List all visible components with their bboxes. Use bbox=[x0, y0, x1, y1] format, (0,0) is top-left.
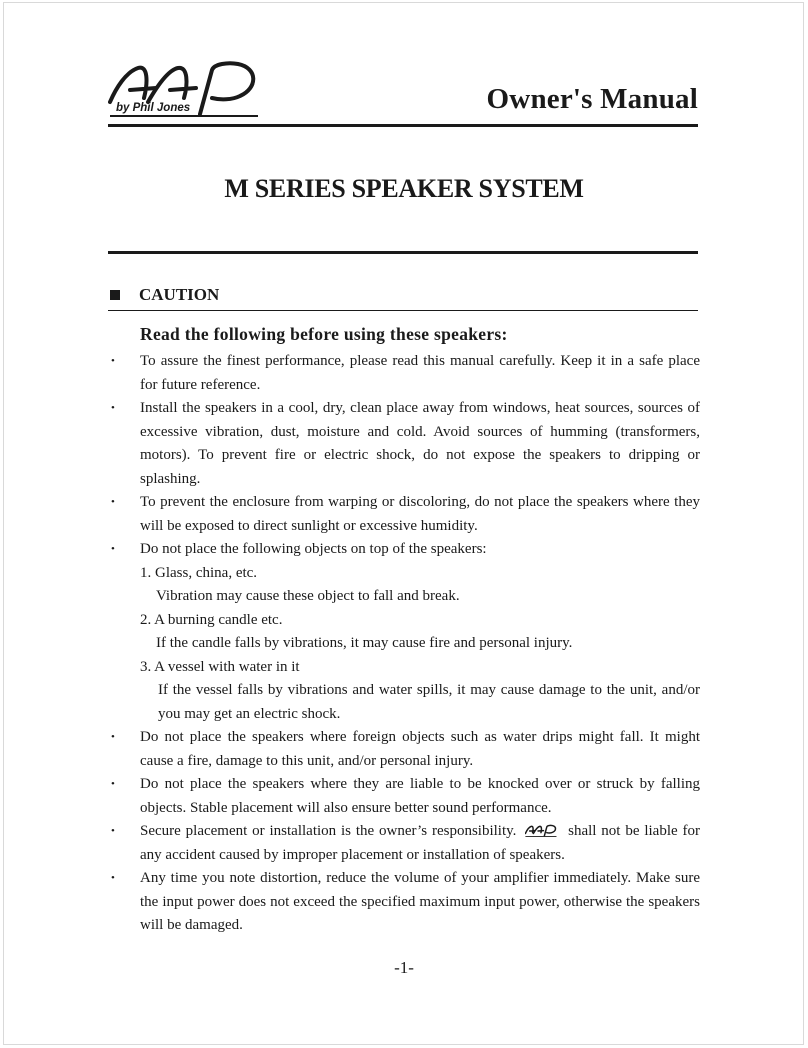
list-item: • Install the speakers in a cool, dry, clean place away from windows, heat sources, sources of excessive vibration, dust, moisture and cold. Avoid sources of humming (transformers, motors). To prevent fire or electric shock, do not expose the speakers to dripping or splashing. bbox=[108, 397, 700, 491]
aap-inline-logo-icon bbox=[525, 823, 559, 839]
list-item: • To assure the finest performance, please read this manual carefully. Keep it in a safe place for future reference. bbox=[108, 350, 700, 397]
sub-item-title: 2. A burning candle etc. bbox=[140, 611, 283, 628]
sub-item-detail: If the candle falls by vibrations, it may cause fire and personal injury. bbox=[156, 635, 573, 651]
square-bullet-icon bbox=[110, 290, 120, 300]
section-heading bbox=[110, 285, 219, 305]
document-title: Owner's Manual bbox=[486, 83, 698, 115]
list-item-text: Secure placement or installation is the owner’s responsibility. bbox=[140, 823, 517, 839]
sub-item-detail: If the vessel falls by vibrations and water spills, it may cause damage to the unit, and/or you may get an electric shock. bbox=[158, 682, 700, 722]
sub-item-title: 1. Glass, china, etc. bbox=[140, 564, 258, 581]
sub-item-detail: Vibration may cause these object to fall and break. bbox=[156, 588, 460, 604]
logo-byline: by Phil Jones bbox=[116, 102, 191, 114]
list-item: • Any time you note distortion, reduce the volume of your amplifier immediately. Make sure the input power does not exceed the specified maximum input power, otherwise the speakers will be damaged. bbox=[108, 867, 700, 938]
list-item bbox=[108, 820, 700, 867]
title-rule bbox=[108, 251, 698, 254]
section-rule bbox=[108, 310, 698, 311]
list-item-text: shall not be liable for any accident caused by improper placement or installation of speakers. bbox=[140, 823, 701, 863]
header-rule bbox=[108, 124, 698, 127]
list-item: • Do not place the speakers where they are liable to be knocked over or struck by falling objects. Stable placement will also ensure better sound performance. bbox=[108, 773, 700, 820]
section-label: CAUTION bbox=[139, 285, 220, 304]
list-item: • To prevent the enclosure from warping or discoloring, do not place the speakers where they will be exposed to direct sunlight or excessive humidity. bbox=[108, 491, 700, 538]
caution-intro: Read the following before using these speakers: bbox=[140, 324, 508, 344]
page-number: -1- bbox=[394, 958, 414, 977]
list-item: • Do not place the speakers where foreign objects such as water drips might fall. It might cause a fire, damage to this unit, and/or personal injury. bbox=[108, 726, 700, 773]
list-item: • Do not place the following objects on top of the speakers: bbox=[108, 538, 700, 562]
caution-list bbox=[108, 350, 700, 938]
series-title: M SERIES SPEAKER SYSTEM bbox=[224, 174, 584, 203]
sub-item-title: 3. A vessel with water in it bbox=[140, 658, 300, 675]
